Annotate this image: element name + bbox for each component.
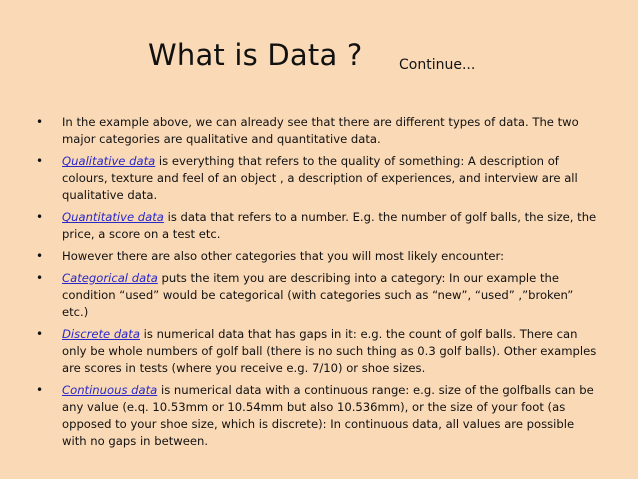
bullet-item [36,326,602,377]
slide-subtitle: Continue... [399,57,476,73]
bullet-text: In the example above, we can already see that there are different types of data. The two major categories are qualitative and quantitative data. [62,115,579,146]
term-discrete-data[interactable]: Discrete data [62,327,140,341]
bullet-dot: • [36,154,44,168]
bullet-item [36,248,602,265]
bullet-text: is everything that refers to the quality of something: A description of colours, texture and feel of an object , a description of experiences, and interview are all qualitative data. [62,154,578,202]
term-continuous-data[interactable]: Continuous data [62,383,158,397]
term-categorical-data[interactable]: Categorical data [62,271,158,285]
bullet-text: However there are also other categories that you will most likely encounter: [62,249,504,263]
bullet-dot: • [36,271,44,285]
bullet-item [36,270,602,321]
bullet-dot: • [36,327,44,341]
bullet-dot: • [36,115,44,129]
bullet-item [36,382,602,450]
bullet-text: is numerical data with a continuous range: e.g. size of the golfballs can be any value (e.q. 10.53mm or 10.54mm but also 10.536mm), or the size of your foot (as opposed to your shoe size, which is discrete): In continuous data, all values are possible with no gaps in between. [62,383,594,448]
bullet-text: is numerical data that has gaps in it: e.g. the count of golf balls. There can only be whole numbers of golf ball (there is no such thing as 0.3 golf balls). Other examples are scores in tests (where you receive e.g. 7/10) or shoe sizes. [62,327,597,375]
bullet-item [36,209,602,243]
bullet-list [36,114,602,455]
title-row [0,34,638,84]
bullet-item [36,153,602,204]
bullet-text: puts the item you are describing into a category: In our example the condition “used” would be categorical (with categories such as “new”, “used” ,”broken” etc.) [62,271,574,319]
bullet-dot: • [36,210,44,224]
term-qualitative-data[interactable]: Qualitative data [62,154,156,168]
term-quantitative-data[interactable]: Quantitative data [62,210,164,224]
bullet-text: is data that refers to a number. E.g. the number of golf balls, the size, the price, a score on a test etc. [62,210,597,241]
bullet-item [36,114,602,148]
bullet-dot: • [36,383,44,397]
bullet-dot: • [36,249,44,263]
slide-title: What is Data ? [148,38,363,72]
